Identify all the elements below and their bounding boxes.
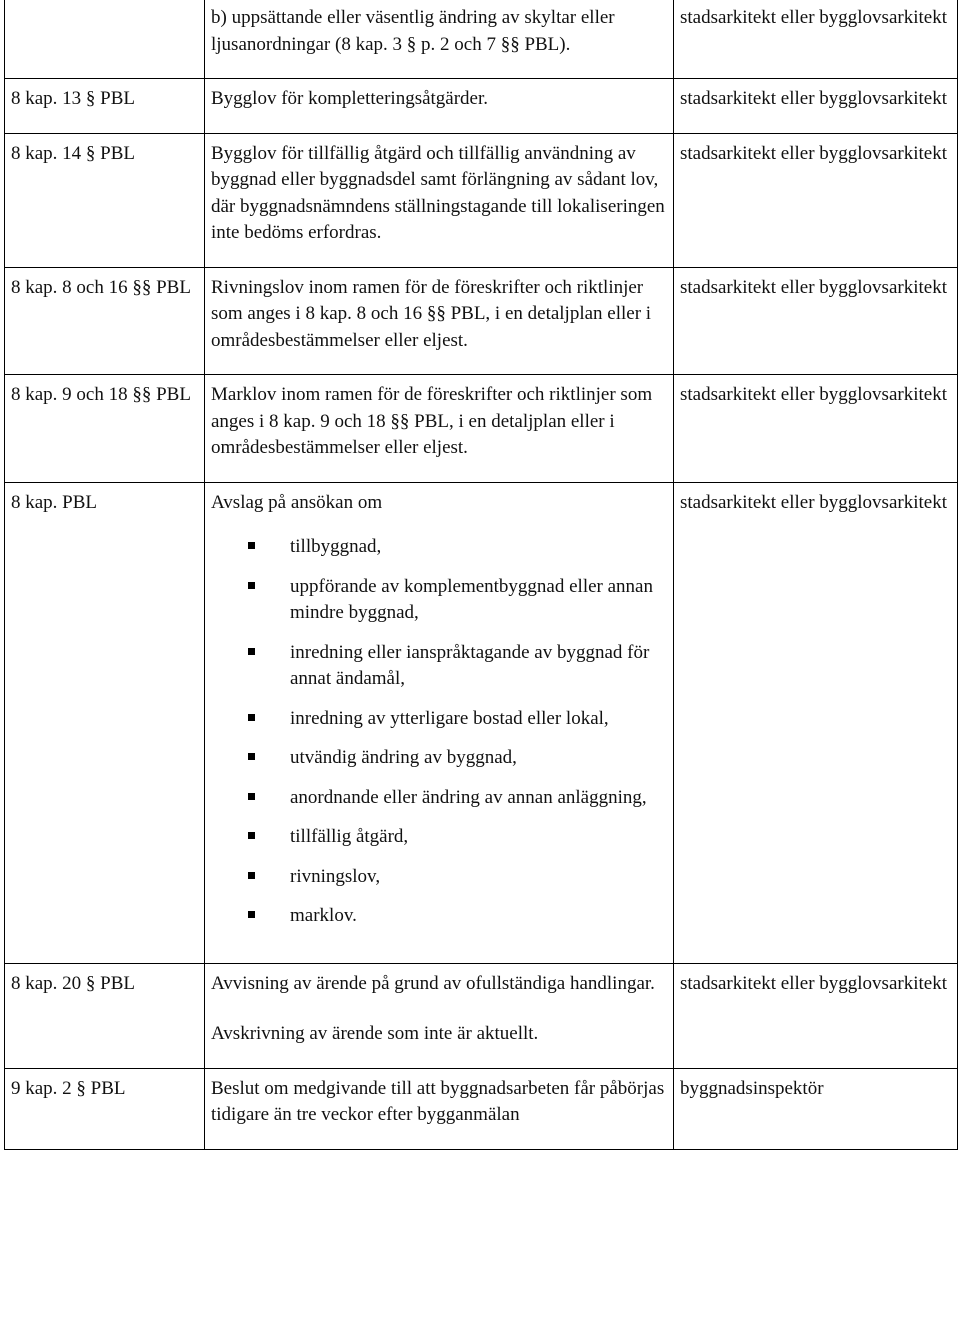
square-bullet-icon — [248, 793, 255, 800]
delegate-cell — [674, 375, 958, 483]
square-bullet-icon — [248, 753, 255, 760]
delegate-cell — [674, 0, 958, 79]
decision-text: Avslag på ansökan om — [211, 491, 383, 513]
list-item — [211, 706, 667, 733]
table-row — [5, 375, 958, 483]
list-item-text: inredning av ytterligare bostad eller lokal, — [290, 707, 609, 729]
decision-cell — [205, 1068, 674, 1149]
list-item-text: marklov. — [290, 905, 357, 926]
list-item — [211, 574, 667, 627]
table-row — [5, 482, 958, 963]
decision-cell — [205, 267, 674, 375]
table-row — [5, 0, 958, 79]
rule-cell — [5, 375, 205, 483]
list-item-text: anordnande eller ändring av annan anläggning, — [290, 786, 647, 808]
decision-text-secondary: Avskrivning av ärende som inte är aktuellt. — [211, 1023, 539, 1044]
delegate-cell — [674, 963, 958, 1068]
decision-text: Avvisning av ärende på grund av ofullständiga handlingar. — [211, 972, 655, 994]
delegate-cell — [674, 133, 958, 267]
list-item — [211, 640, 667, 693]
decision-cell — [205, 482, 674, 963]
decision-text: Rivningslov inom ramen för de föreskrifter och riktlinjer som anges i 8 kap. 8 och 16 §§ PBL, i en detaljplan eller i områdesbestämmelser eller eljest. — [211, 276, 652, 351]
table-row — [5, 963, 958, 1068]
square-bullet-icon — [248, 648, 255, 655]
decision-cell — [205, 375, 674, 483]
decision-text: b) uppsättande eller väsentlig ändring av skyltar eller ljusanordningar (8 kap. 3 § p. 2 och 7 §§ PBL). — [211, 7, 615, 55]
list-item-text: inredning eller ianspråktagande av byggnad för annat ändamål, — [290, 641, 650, 689]
list-item — [211, 864, 667, 891]
square-bullet-icon — [248, 872, 255, 879]
delegate-text: stadsarkitekt eller bygglovsarkitekt — [680, 7, 947, 28]
list-item-text: uppförande av komplementbyggnad eller annan mindre byggnad, — [290, 575, 653, 623]
decision-cell — [205, 133, 674, 267]
rule-text: 8 kap. 8 och 16 §§ PBL — [11, 276, 191, 298]
decision-text: Bygglov för tillfällig åtgärd och tillfällig användning av byggnad eller byggnadsdel samt förlängning av sådant lov, där byggnadsnämndens ställningstagande till lokaliseringen inte bedöms erfordras. — [211, 142, 665, 243]
rule-text: 8 kap. 9 och 18 §§ PBL — [11, 384, 191, 405]
delegate-cell — [674, 1068, 958, 1149]
rule-cell — [5, 133, 205, 267]
list-item-text: rivningslov, — [290, 865, 381, 887]
delegate-text: stadsarkitekt eller bygglovsarkitekt — [680, 491, 947, 513]
rule-cell — [5, 1068, 205, 1149]
square-bullet-icon — [248, 582, 255, 589]
decision-cell — [205, 963, 674, 1068]
list-item — [211, 534, 667, 561]
square-bullet-icon — [248, 832, 255, 839]
table-row — [5, 133, 958, 267]
rule-text: 8 kap. 13 § PBL — [11, 88, 136, 109]
list-item-text: tillfällig åtgärd, — [290, 826, 409, 847]
delegate-cell — [674, 482, 958, 963]
delegate-text: stadsarkitekt eller bygglovsarkitekt — [680, 972, 947, 994]
delegate-text: stadsarkitekt eller bygglovsarkitekt — [680, 384, 947, 405]
rule-cell — [5, 482, 205, 963]
decision-cell — [205, 0, 674, 79]
delegate-text: stadsarkitekt eller bygglovsarkitekt — [680, 88, 947, 109]
table-row — [5, 1068, 958, 1149]
delegate-cell — [674, 79, 958, 134]
rule-text: 8 kap. 20 § PBL — [11, 972, 136, 994]
rule-text: 8 kap. PBL — [11, 491, 98, 513]
rule-cell — [5, 963, 205, 1068]
rule-cell — [5, 267, 205, 375]
list-item-text: utvändig ändring av byggnad, — [290, 747, 517, 768]
table-row — [5, 79, 958, 134]
list-item — [211, 824, 667, 851]
rule-text: 9 kap. 2 § PBL — [11, 1077, 126, 1099]
refusal-list — [211, 534, 667, 930]
rule-cell — [5, 79, 205, 134]
delegate-cell — [674, 267, 958, 375]
list-item — [211, 785, 667, 812]
decision-text: Marklov inom ramen för de föreskrifter och riktlinjer som anges i 8 kap. 9 och 18 §§ PBL, i en detaljplan eller i områdesbestämmelser eller eljest. — [211, 384, 653, 458]
delegation-table — [4, 0, 958, 1150]
decision-text: Bygglov för kompletteringsåtgärder. — [211, 88, 489, 109]
square-bullet-icon — [248, 542, 255, 549]
delegate-text: byggnadsinspektör — [680, 1077, 824, 1099]
table-row — [5, 267, 958, 375]
delegate-text: stadsarkitekt eller bygglovsarkitekt — [680, 276, 947, 298]
list-item — [211, 903, 667, 930]
rule-text: 8 kap. 14 § PBL — [11, 142, 136, 164]
delegate-text: stadsarkitekt eller bygglovsarkitekt — [680, 142, 947, 164]
decision-cell — [205, 79, 674, 134]
rule-cell — [5, 0, 205, 79]
list-item-text: tillbyggnad, — [290, 536, 382, 557]
square-bullet-icon — [248, 714, 255, 721]
list-item — [211, 745, 667, 772]
square-bullet-icon — [248, 911, 255, 918]
decision-text: Beslut om medgivande till att byggnadsarbeten får påbörjas tidigare än tre veckor efter bygganmälan — [211, 1077, 665, 1125]
